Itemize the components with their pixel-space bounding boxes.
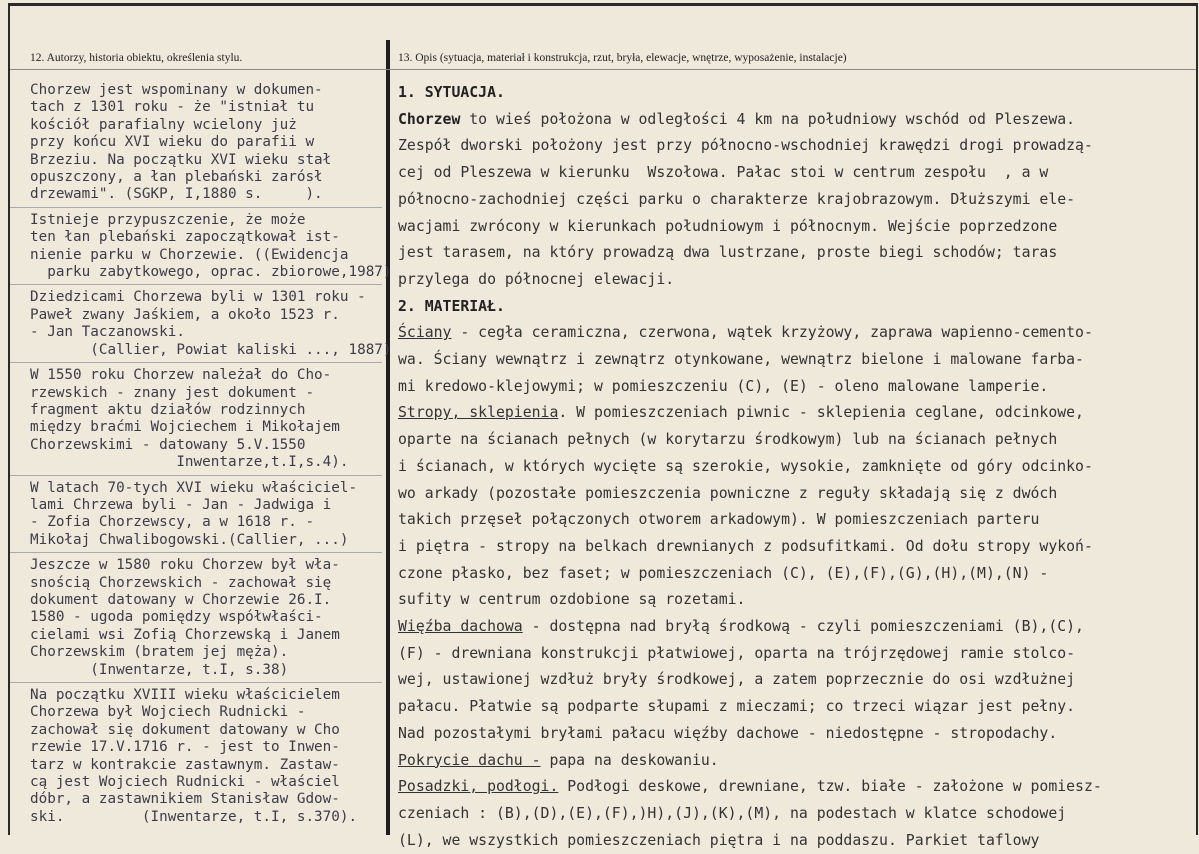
right-text-line: czone płasko, bez faset; w pomieszczeniach (C), (E),(F),(G),(H),(M),(N) - — [398, 564, 1049, 582]
left-text-line: tach z 1301 roku - że "istniał tu — [30, 99, 315, 116]
left-text-line: przy końcu XVI wieku do parafii w — [30, 134, 315, 151]
left-text-line: Dziedzicami Chorzewa byli w 1301 roku - — [30, 289, 366, 306]
right-text-line: cej od Pleszewa w kierunku Wszołowa. Pałac stoi w centrum zespołu , a w — [398, 164, 1049, 182]
right-text-line: Posadzki, podłogi. Podłogi deskowe, drewniane, tzw. białe - założone w pomiesz- — [398, 778, 1102, 796]
right-text-line: przylega do północnej elewacji. — [398, 270, 675, 288]
left-text-line: rzewskich - znany jest dokument - — [30, 384, 315, 401]
section-heading: 1. SYTUACJA. — [398, 84, 505, 101]
left-text-line: lami Chrzewa byli - Jan - Jadwiga i — [30, 496, 332, 513]
right-text-line: (L), we wszystkich pomieszczeniach piętra i na poddaszu. Parkiet taflowy — [398, 831, 1040, 849]
left-text-line: Brzeziu. Na początku XVI wieku stał — [30, 151, 332, 168]
left-text-line: Jeszcze w 1580 roku Chorzew był wła- — [30, 557, 340, 574]
frame-top-rule — [8, 3, 1196, 6]
left-text-line: dokument datowany w Chorzewie 26.I. — [30, 591, 332, 608]
left-text-line: Chorzewskim (bratem jej męża). — [30, 644, 289, 661]
left-text-line: - Jan Taczanowski. — [30, 324, 185, 341]
right-text-line: wacjami zwrócony w kierunkach południowym i północnym. Wejście poprzedzone — [398, 217, 1058, 235]
left-text-line: nienie parku w Chorzewie. ((Ewidencja — [30, 246, 349, 263]
paragraph-separator — [10, 552, 382, 553]
left-text-line: Inwentarze,t.I,s.4). — [30, 454, 349, 471]
section-heading: 2. MATERIAŁ. — [398, 297, 505, 315]
right-text-line: Nad pozostałymi bryłami pałacu więźby dachowe - niedostępne - stropodachy. — [398, 724, 1058, 742]
left-text-line: - Zofia Chorzewscy, a w 1618 r. - — [30, 514, 315, 531]
left-text-line: cą jest Wojciech Rudnicki - właściel — [30, 774, 340, 791]
left-text-line: Istnieje przypuszczenie, że może — [30, 211, 306, 228]
left-text-line: opuszczony, a łan plebański zarósł — [30, 169, 323, 186]
left-text-line: W 1550 roku Chorzew należał do Cho- — [30, 367, 332, 384]
right-text-line: Zespół dworski położony jest przy północno-wschodniej krawędzi drogi prowadzą- — [398, 137, 1093, 155]
left-text-line: ten łan plebański zapoczątkował ist- — [30, 229, 340, 246]
frame-left-rule — [8, 3, 10, 835]
left-text-line: kościół parafialny wcielony już — [30, 116, 297, 133]
right-text-line: Stropy, sklepienia. W pomieszczeniach piwnic - sklepienia ceglane, odcinkowe, — [398, 404, 1084, 422]
left-text-line: (Callier, Powiat kaliski ..., 1887) — [30, 341, 392, 358]
right-column-text — [398, 80, 1102, 854]
left-text-line: zachował się dokument datowany w Cho — [30, 721, 340, 738]
paragraph-separator — [10, 475, 382, 476]
left-text-line: tarz w kontrakcie zastawnym. Zastaw- — [30, 756, 340, 773]
right-text-line: wo arkady (pozostałe pomieszczenia powniczne z reguły składają się z dwóch — [398, 484, 1058, 502]
right-text-line: wej, ustawionej wzdłuż bryły środkowej, a zatem poprzecznie do osi wzdłużnej — [398, 671, 1076, 689]
left-text-line: parku zabytkowego, oprac. zbiorowe,1987) — [30, 264, 392, 281]
left-text-line: Paweł zwany Jaśkiem, a około 1523 r. — [30, 306, 340, 323]
left-text-line: 1580 - ugoda pomiędzy współwłaści- — [30, 609, 323, 626]
right-text-line: Więźba dachowa - dostępna nad bryłą środkową - czyli pomieszczeniami (B),(C), — [398, 618, 1084, 636]
left-text-line: między braćmi Wojciechem i Mikołajem — [30, 419, 340, 436]
left-column-header: 12. Autorzy, historia obiektu, określenia stylu. — [30, 52, 243, 64]
right-text-line: i piętra - stropy na belkach drewnianych z podsufitkami. Od dołu stropy wykoń- — [398, 537, 1093, 555]
left-text-line: ski. (Inwentarze, t.I, s.370). — [30, 808, 358, 825]
paragraph-separator — [10, 362, 382, 363]
right-text-line: jest tarasem, na który prowadzą dwa lustrzane, proste biegi schodów; taras — [398, 244, 1058, 262]
right-text-line: i ścianach, w których wycięte są szerokie, wysokie, zamknięte od góry odcinko- — [398, 457, 1093, 475]
right-text-line: czeniach : (B),(D),(E),(F),)H),(J),(K),(M), na podestach w klatce schodowej — [398, 804, 1067, 822]
right-text-line: wa. Ściany wewnątrz i zewnątrz otynkowane, wewnątrz bielone i malowane farba- — [398, 351, 1084, 369]
right-text-line: (F) - drewniana konstrukcji płatwiowej, oparta na trójrzędowej ramie stolco- — [398, 644, 1076, 662]
left-text-line: rzewie 17.V.1716 r. - jest to Inwen- — [30, 739, 340, 756]
left-text-line: W latach 70-tych XVI wieku właściciel- — [30, 479, 358, 496]
right-text-line: sufity w centrum ozdobione są rozetami. — [398, 591, 746, 609]
left-column-text — [30, 82, 392, 826]
left-text-line: (Inwentarze, t.I, s.38) — [30, 661, 289, 678]
right-text-line: pałacu. Płatwie są podparte słupami z mieczami; co trzeci wiązar jest pełny. — [398, 698, 1076, 716]
right-text-line: północno-zachodniej części parku o charakterze krajobrazowym. Dłuższymi ele- — [398, 190, 1076, 208]
left-text-line: cielami wsi Zofią Chorzewską i Janem — [30, 626, 340, 643]
left-text-line: snością Chorzewskich - zachował się — [30, 574, 332, 591]
left-text-line: Chorzewa był Wojciech Rudnicki - — [30, 704, 306, 721]
right-text-line: Chorzew to wieś położona w odległości 4 km na południowy wschód od Pleszewa. — [398, 110, 1076, 128]
paragraph-separator — [10, 284, 382, 285]
left-text-line: fragment aktu działów rodzinnych — [30, 401, 306, 418]
left-text-line: Chorzew jest wspominany w dokumen- — [30, 82, 323, 98]
frame-right-rule — [1196, 3, 1198, 835]
right-column-header: 13. Opis (sytuacja, materiał i konstrukcja, rzut, bryła, elewacje, wnętrze, wyposażenie, instalacje) — [398, 52, 847, 64]
paragraph-separator — [10, 207, 382, 208]
paragraph-separator — [10, 682, 382, 683]
right-text-line: takich przęseł połączonych otworem arkadowym). W pomieszczeniach parteru — [398, 511, 1040, 529]
right-text-line: Ściany - cegła ceramiczna, czerwona, wątek krzyżowy, zaprawa wapienno-cemento- — [398, 324, 1093, 342]
left-text-line: dóbr, a zastawnikiem Stanisław Gdow- — [30, 791, 340, 808]
left-text-line: Chorzewskimi - datowany 5.V.1550 — [30, 436, 306, 453]
right-text-line: mi kredowo-klejowymi; w pomieszczeniu (C), (E) - oleno malowane lamperie. — [398, 377, 1049, 395]
left-text-line: Na początku XVIII wieku właścicielem — [30, 687, 340, 703]
right-text-line: Pokrycie dachu - papa na deskowaniu. — [398, 751, 719, 769]
header-rule — [10, 69, 1196, 70]
left-text-line: drzewami". (SGKP, I,1880 s. ). — [30, 186, 323, 203]
left-text-line: Mikołaj Chwalibogowski.(Callier, ...) — [30, 531, 349, 548]
right-text-line: oparte na ścianach pełnych (w korytarzu środkowym) lub na ścianach pełnych — [398, 431, 1058, 449]
